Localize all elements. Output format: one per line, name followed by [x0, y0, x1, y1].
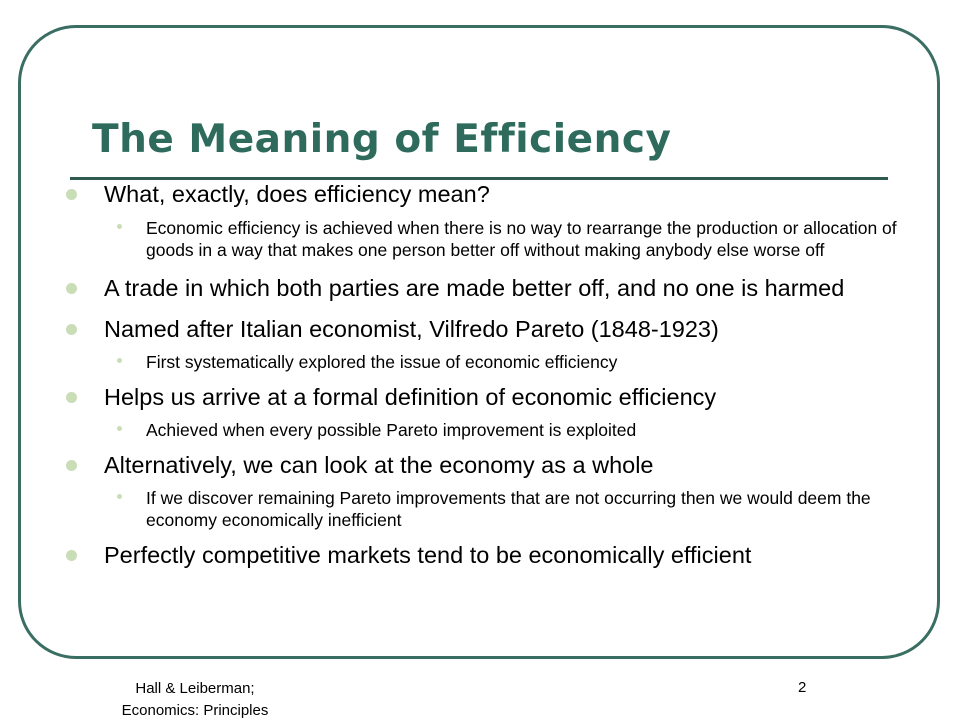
bullet-dot-icon [66, 460, 77, 471]
slide-title: The Meaning of Efficiency [92, 117, 672, 162]
sub-bullet-dot-icon [117, 494, 122, 499]
bullet-item [62, 383, 932, 411]
page-number: 2 [798, 679, 807, 696]
bullet-text: Helps us arrive at a formal definition of economic efficiency [104, 384, 717, 410]
sub-bullet-dot-icon [117, 224, 122, 229]
bullet-text: A trade in which both parties are made better off, and no one is harmed [104, 275, 845, 301]
bullet-text: Named after Italian economist, Vilfredo Pareto (1848-1923) [104, 316, 719, 342]
bullet-item [62, 274, 932, 302]
bullet-dot-icon [66, 324, 77, 335]
sub-bullet-item [146, 487, 932, 531]
sub-bullet-text: First systematically explored the issue of economic efficiency [146, 352, 618, 372]
bullet-dot-icon [66, 283, 77, 294]
bullet-item [62, 315, 932, 343]
bullet-item [62, 541, 932, 569]
sub-bullet-item [146, 217, 932, 261]
sub-bullet-text: Achieved when every possible Pareto improvement is exploited [146, 420, 637, 440]
bullet-list [62, 180, 932, 569]
footer-source-line: Hall & Leiberman; [135, 680, 255, 697]
bullet-text: Perfectly competitive markets tend to be economically efficient [104, 542, 752, 568]
bullet-text: What, exactly, does efficiency mean? [104, 181, 490, 207]
bullet-dot-icon [66, 189, 77, 200]
bullet-dot-icon [66, 550, 77, 561]
bullet-item [62, 451, 932, 479]
bullet-dot-icon [66, 392, 77, 403]
sub-bullet-text: If we discover remaining Pareto improvements that are not occurring then we would deem the economy economically inefficient [146, 488, 871, 530]
sub-bullet-text: Economic efficiency is achieved when there is no way to rearrange the production or allocation of goods in a way that makes one person better off without making anybody else worse off [146, 218, 897, 260]
sub-bullet-dot-icon [117, 358, 122, 363]
bullet-text: Alternatively, we can look at the economy as a whole [104, 452, 654, 478]
sub-bullet-item [146, 419, 932, 441]
bullet-item [62, 180, 932, 208]
sub-bullet-item [146, 351, 932, 373]
footer-source-line: Economics: Principles [121, 702, 269, 719]
footer-source [90, 678, 300, 720]
sub-bullet-dot-icon [117, 426, 122, 431]
